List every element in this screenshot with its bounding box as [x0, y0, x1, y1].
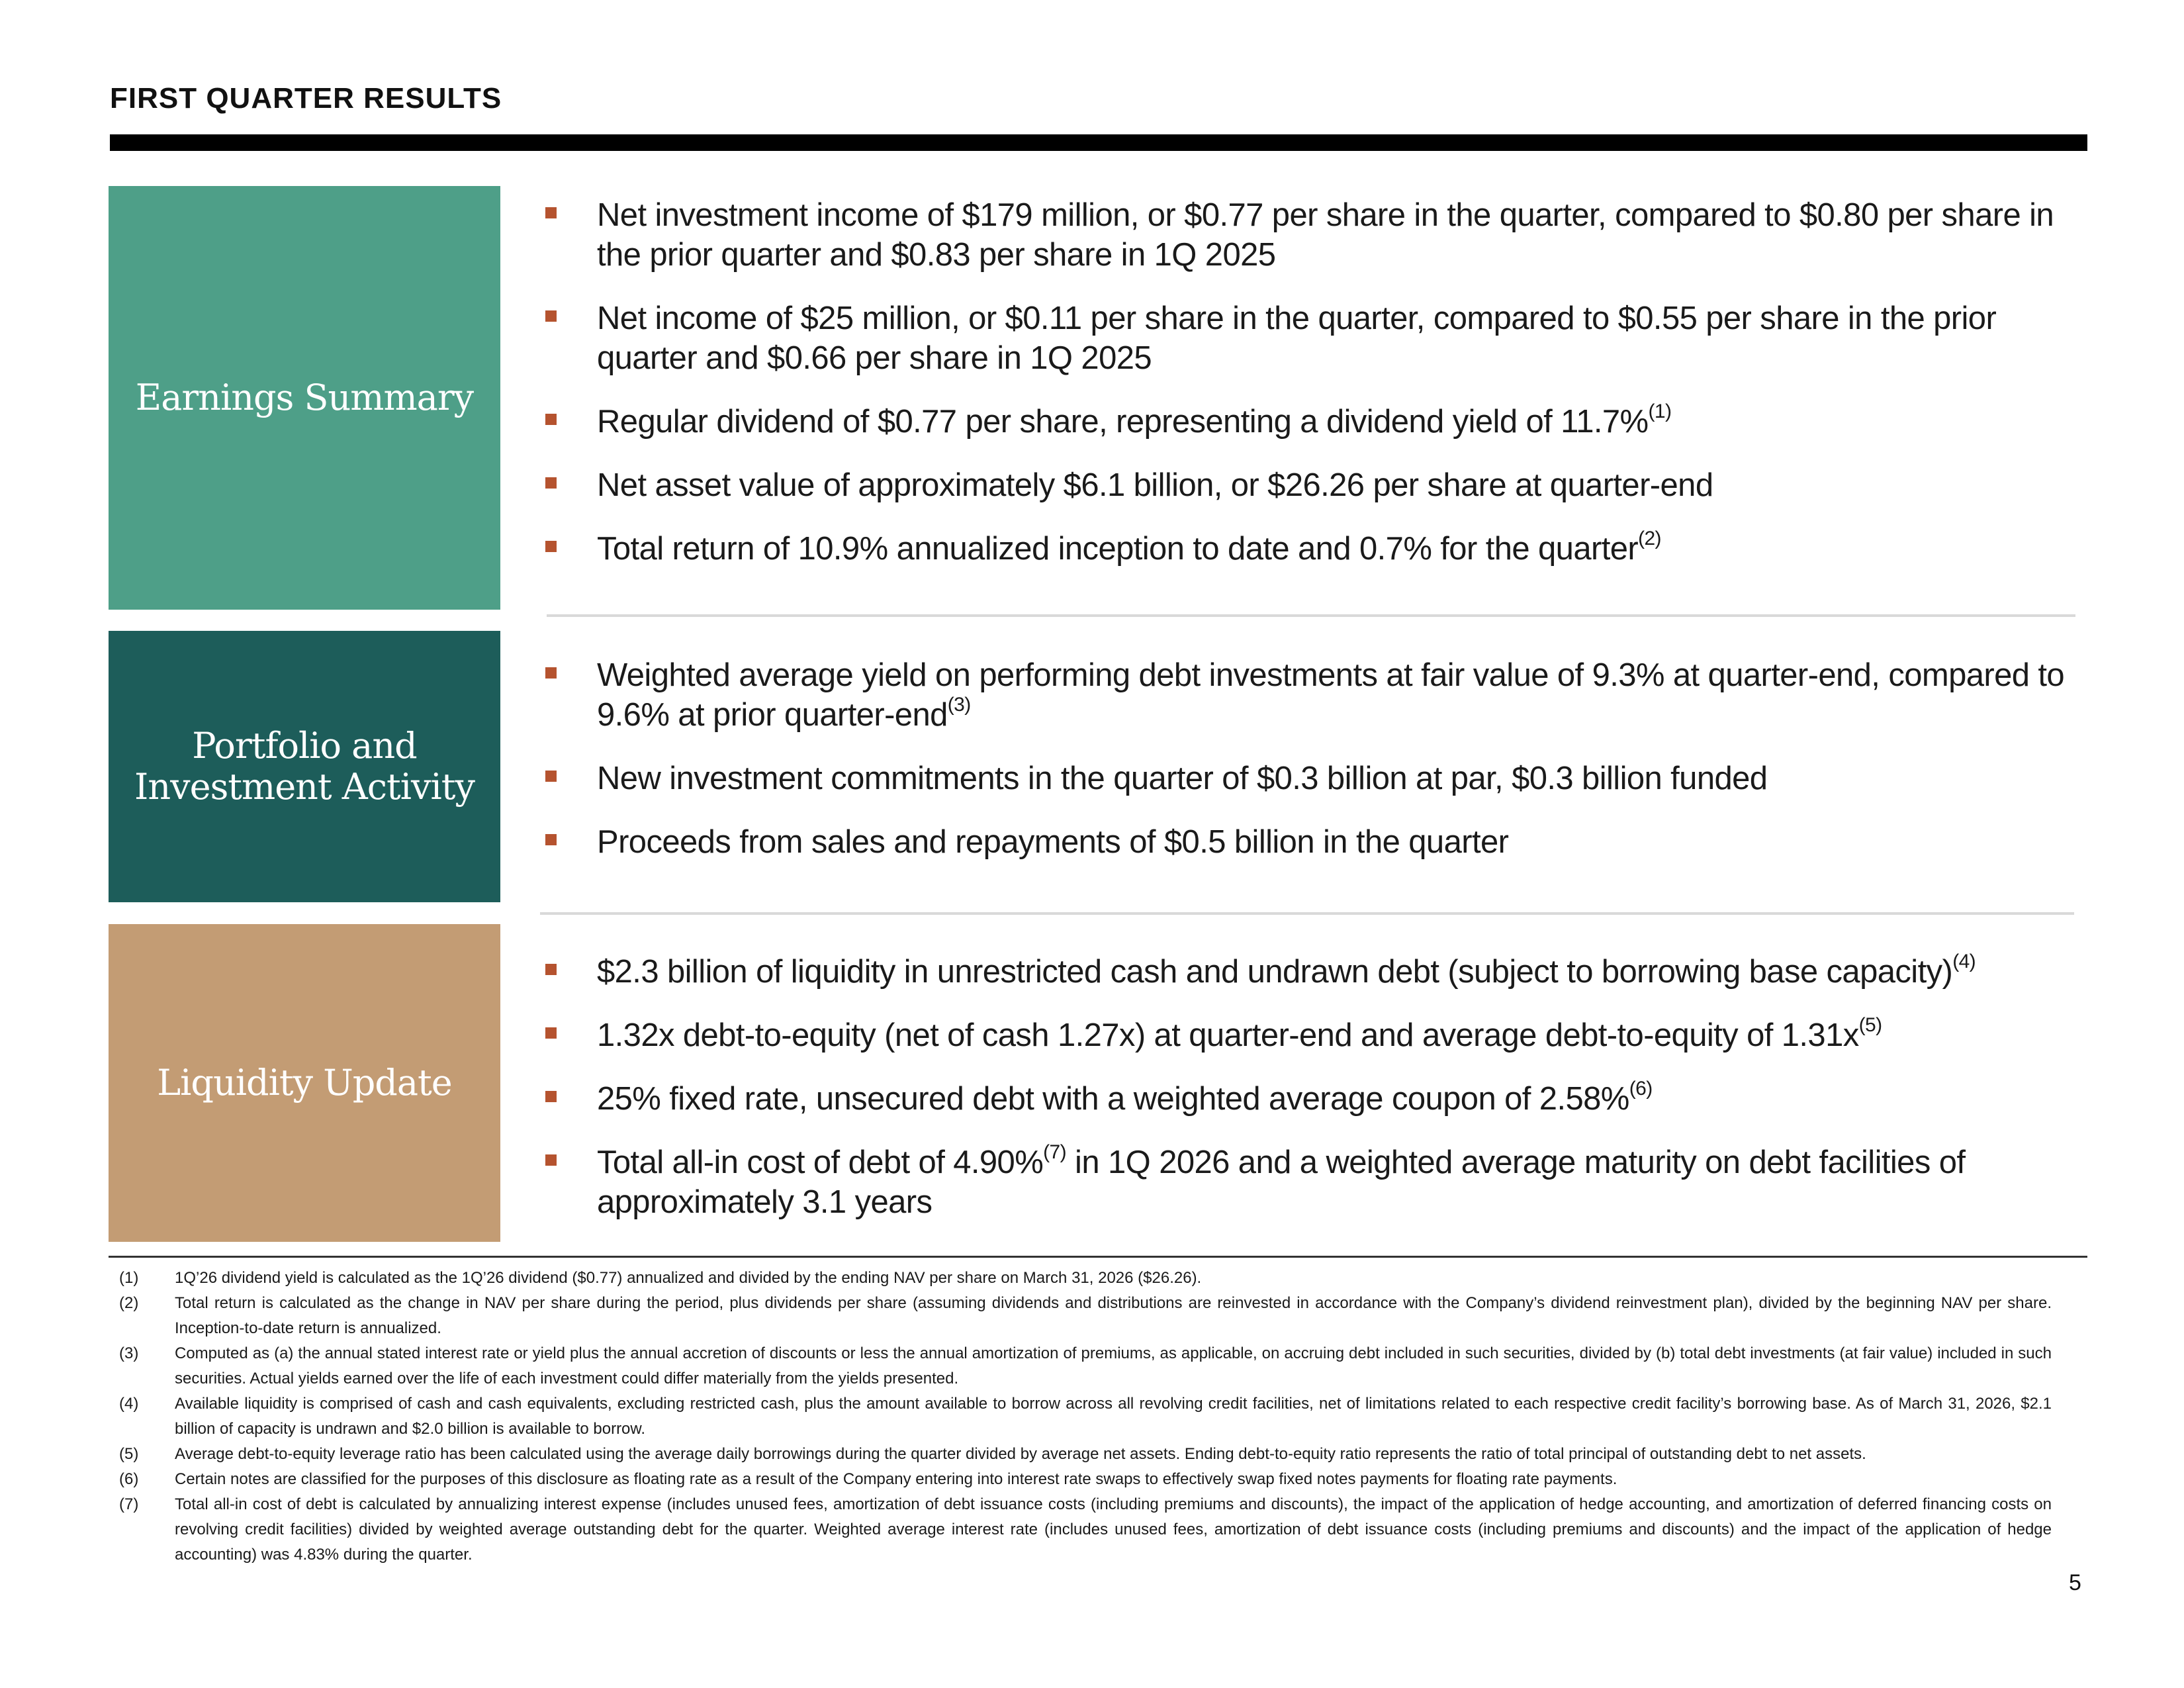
- bullet-text: Weighted average yield on performing debt investments at fair value of 9.3% at quarter-end, compared to 9.6% at prior quarter-end: [597, 657, 2065, 733]
- square-bullet-icon: [545, 207, 557, 218]
- footnote-ref: (5): [1858, 1014, 1882, 1036]
- footnote-text: 1Q’26 dividend yield is calculated as the 1Q’26 dividend ($0.77) annualized and divided by the ending NAV per share on March 31, 2026 ($26.26).: [175, 1269, 1202, 1287]
- section-divider: [540, 912, 2074, 915]
- liquidity-update-label: Liquidity Update: [157, 1062, 452, 1103]
- bullet-item: [543, 759, 2085, 798]
- footnote-item: [119, 1442, 2052, 1467]
- bullet-item: [543, 655, 2085, 735]
- footnote-number: (5): [119, 1445, 139, 1463]
- title-rule: [110, 134, 2087, 151]
- footnote-text: Average debt-to-equity leverage ratio has been calculated using the average daily borrowings during the quarter divided by average net assets. Ending debt-to-equity ratio represents the ratio of total principal of outstanding debt to net assets.: [175, 1445, 1866, 1463]
- footnote-number: (2): [119, 1294, 139, 1312]
- square-bullet-icon: [545, 541, 557, 552]
- square-bullet-icon: [545, 1154, 557, 1166]
- bullet-item: [543, 1143, 2085, 1222]
- footnotes: [119, 1266, 2052, 1568]
- footnote-ref: (7): [1043, 1141, 1067, 1163]
- portfolio-activity-label: Portfolio and Investment Activity: [134, 725, 475, 808]
- liquidity-update-panel: [109, 924, 500, 1242]
- earnings-summary-bullets: [543, 195, 2085, 569]
- bullet-item: [543, 952, 2085, 992]
- bullet-text: Regular dividend of $0.77 per share, representing a dividend yield of 11.7%: [597, 404, 1649, 440]
- page-title: FIRST QUARTER RESULTS: [110, 82, 502, 115]
- footnote-item: [119, 1492, 2052, 1568]
- bullet-text: Net asset value of approximately $6.1 billion, or $26.26 per share at quarter-end: [597, 467, 1713, 503]
- bullet-text: 1.32x debt-to-equity (net of cash 1.27x) at quarter-end and average debt-to-equity of 1.31x: [597, 1017, 1859, 1053]
- bullet-item: [543, 1079, 2085, 1119]
- footnote-divider: [109, 1256, 2087, 1258]
- earnings-summary-label: Earnings Summary: [135, 377, 474, 418]
- square-bullet-icon: [545, 1091, 557, 1102]
- bullet-text: Net income of $25 million, or $0.11 per share in the quarter, compared to $0.55 per share in the prior quarter and $0.66 per share in 1Q 2025: [597, 301, 1997, 376]
- bullet-text: Total return of 10.9% annualized inception to date and 0.7% for the quarter: [597, 531, 1639, 567]
- footnote-text: Available liquidity is comprised of cash and cash equivalents, excluding restricted cash, plus the amount available to borrow across all revolving credit facilities, net of limitations related to each respective credit facility’s borrowing base. As of March 31, 2026, $2.1 billion of capacity is undrawn and $2.0 billion is available to borrow.: [175, 1395, 2052, 1438]
- bullet-text: Proceeds from sales and repayments of $0.5 billion in the quarter: [597, 824, 1509, 860]
- bullet-item: [543, 195, 2085, 275]
- square-bullet-icon: [545, 1027, 557, 1039]
- square-bullet-icon: [545, 414, 557, 425]
- portfolio-activity-panel: [109, 631, 500, 902]
- bullet-item: [543, 529, 2085, 569]
- bullet-text: 25% fixed rate, unsecured debt with a weighted average coupon of 2.58%: [597, 1081, 1629, 1117]
- footnote-item: [119, 1266, 2052, 1291]
- bullet-item: [543, 822, 2085, 862]
- bullet-item: [543, 402, 2085, 442]
- footnote-text: Certain notes are classified for the purposes of this disclosure as floating rate as a result of the Company entering into interest rate swaps to effectively swap fixed notes payments for floating rate payments.: [175, 1470, 1617, 1488]
- bullet-item: [543, 299, 2085, 378]
- bullet-text: in 1Q 2026 and a weighted average maturity on debt facilities of approximately 3.1 years: [597, 1145, 1966, 1220]
- square-bullet-icon: [545, 834, 557, 845]
- bullet-text: $2.3 billion of liquidity in unrestricted cash and undrawn debt (subject to borrowing base capacity): [597, 954, 1953, 990]
- footnote-item: [119, 1391, 2052, 1442]
- footnote-ref: (3): [947, 694, 971, 716]
- bullet-item: [543, 465, 2085, 505]
- liquidity-update-bullets: [543, 952, 2085, 1222]
- square-bullet-icon: [545, 771, 557, 782]
- bullet-item: [543, 1015, 2085, 1055]
- footnote-ref: (1): [1648, 400, 1672, 422]
- footnote-number: (3): [119, 1344, 139, 1362]
- earnings-summary-panel: [109, 186, 500, 610]
- bullet-text: Net investment income of $179 million, or $0.77 per share in the quarter, compared to $0.80 per share in the prior quarter and $0.83 per share in 1Q 2025: [597, 197, 2054, 273]
- square-bullet-icon: [545, 964, 557, 975]
- footnote-number: (1): [119, 1269, 139, 1287]
- footnote-number: (7): [119, 1495, 139, 1513]
- square-bullet-icon: [545, 667, 557, 679]
- section-divider: [547, 614, 2075, 617]
- page-number: 5: [2069, 1570, 2081, 1595]
- bullet-text: New investment commitments in the quarter of $0.3 billion at par, $0.3 billion funded: [597, 761, 1768, 796]
- square-bullet-icon: [545, 477, 557, 489]
- footnote-ref: (2): [1638, 528, 1661, 549]
- footnote-ref: (6): [1629, 1078, 1653, 1100]
- footnote-ref: (4): [1952, 951, 1976, 972]
- footnote-item: [119, 1291, 2052, 1341]
- footnote-item: [119, 1467, 2052, 1492]
- footnote-item: [119, 1341, 2052, 1391]
- footnote-number: (4): [119, 1395, 139, 1413]
- bullet-text: Total all-in cost of debt of 4.90%: [597, 1145, 1044, 1180]
- square-bullet-icon: [545, 310, 557, 322]
- footnote-text: Total all-in cost of debt is calculated by annualizing interest expense (includes unused fees, amortization of debt issuance costs (including premiums and discounts), the impact of the application of hedge accounting, and amortization of deferred financing costs on revolving credit facilities) divided by weighted average outstanding debt for the quarter. Weighted average interest rate (includes unused fees, amortization of debt issuance costs (including premiums and discounts) and the impact of the application of hedge accounting) was 4.83% during the quarter.: [175, 1495, 2052, 1564]
- footnote-text: Computed as (a) the annual stated interest rate or yield plus the annual accretion of discounts or less the annual amortization of premiums, as applicable, on accruing debt included in such securities, divided by (b) total debt investments (at fair value) included in such securities. Actual yields earned over the life of each investment could differ materially from the yields presented.: [175, 1344, 2052, 1387]
- portfolio-activity-bullets: [543, 655, 2085, 862]
- footnote-text: Total return is calculated as the change in NAV per share during the period, plus dividends per share (assuming dividends and distributions are reinvested in accordance with the Company’s dividend reinvestment plan), divided by the beginning NAV per share. Inception-to-date return is annualized.: [175, 1294, 2052, 1337]
- footnote-number: (6): [119, 1470, 139, 1488]
